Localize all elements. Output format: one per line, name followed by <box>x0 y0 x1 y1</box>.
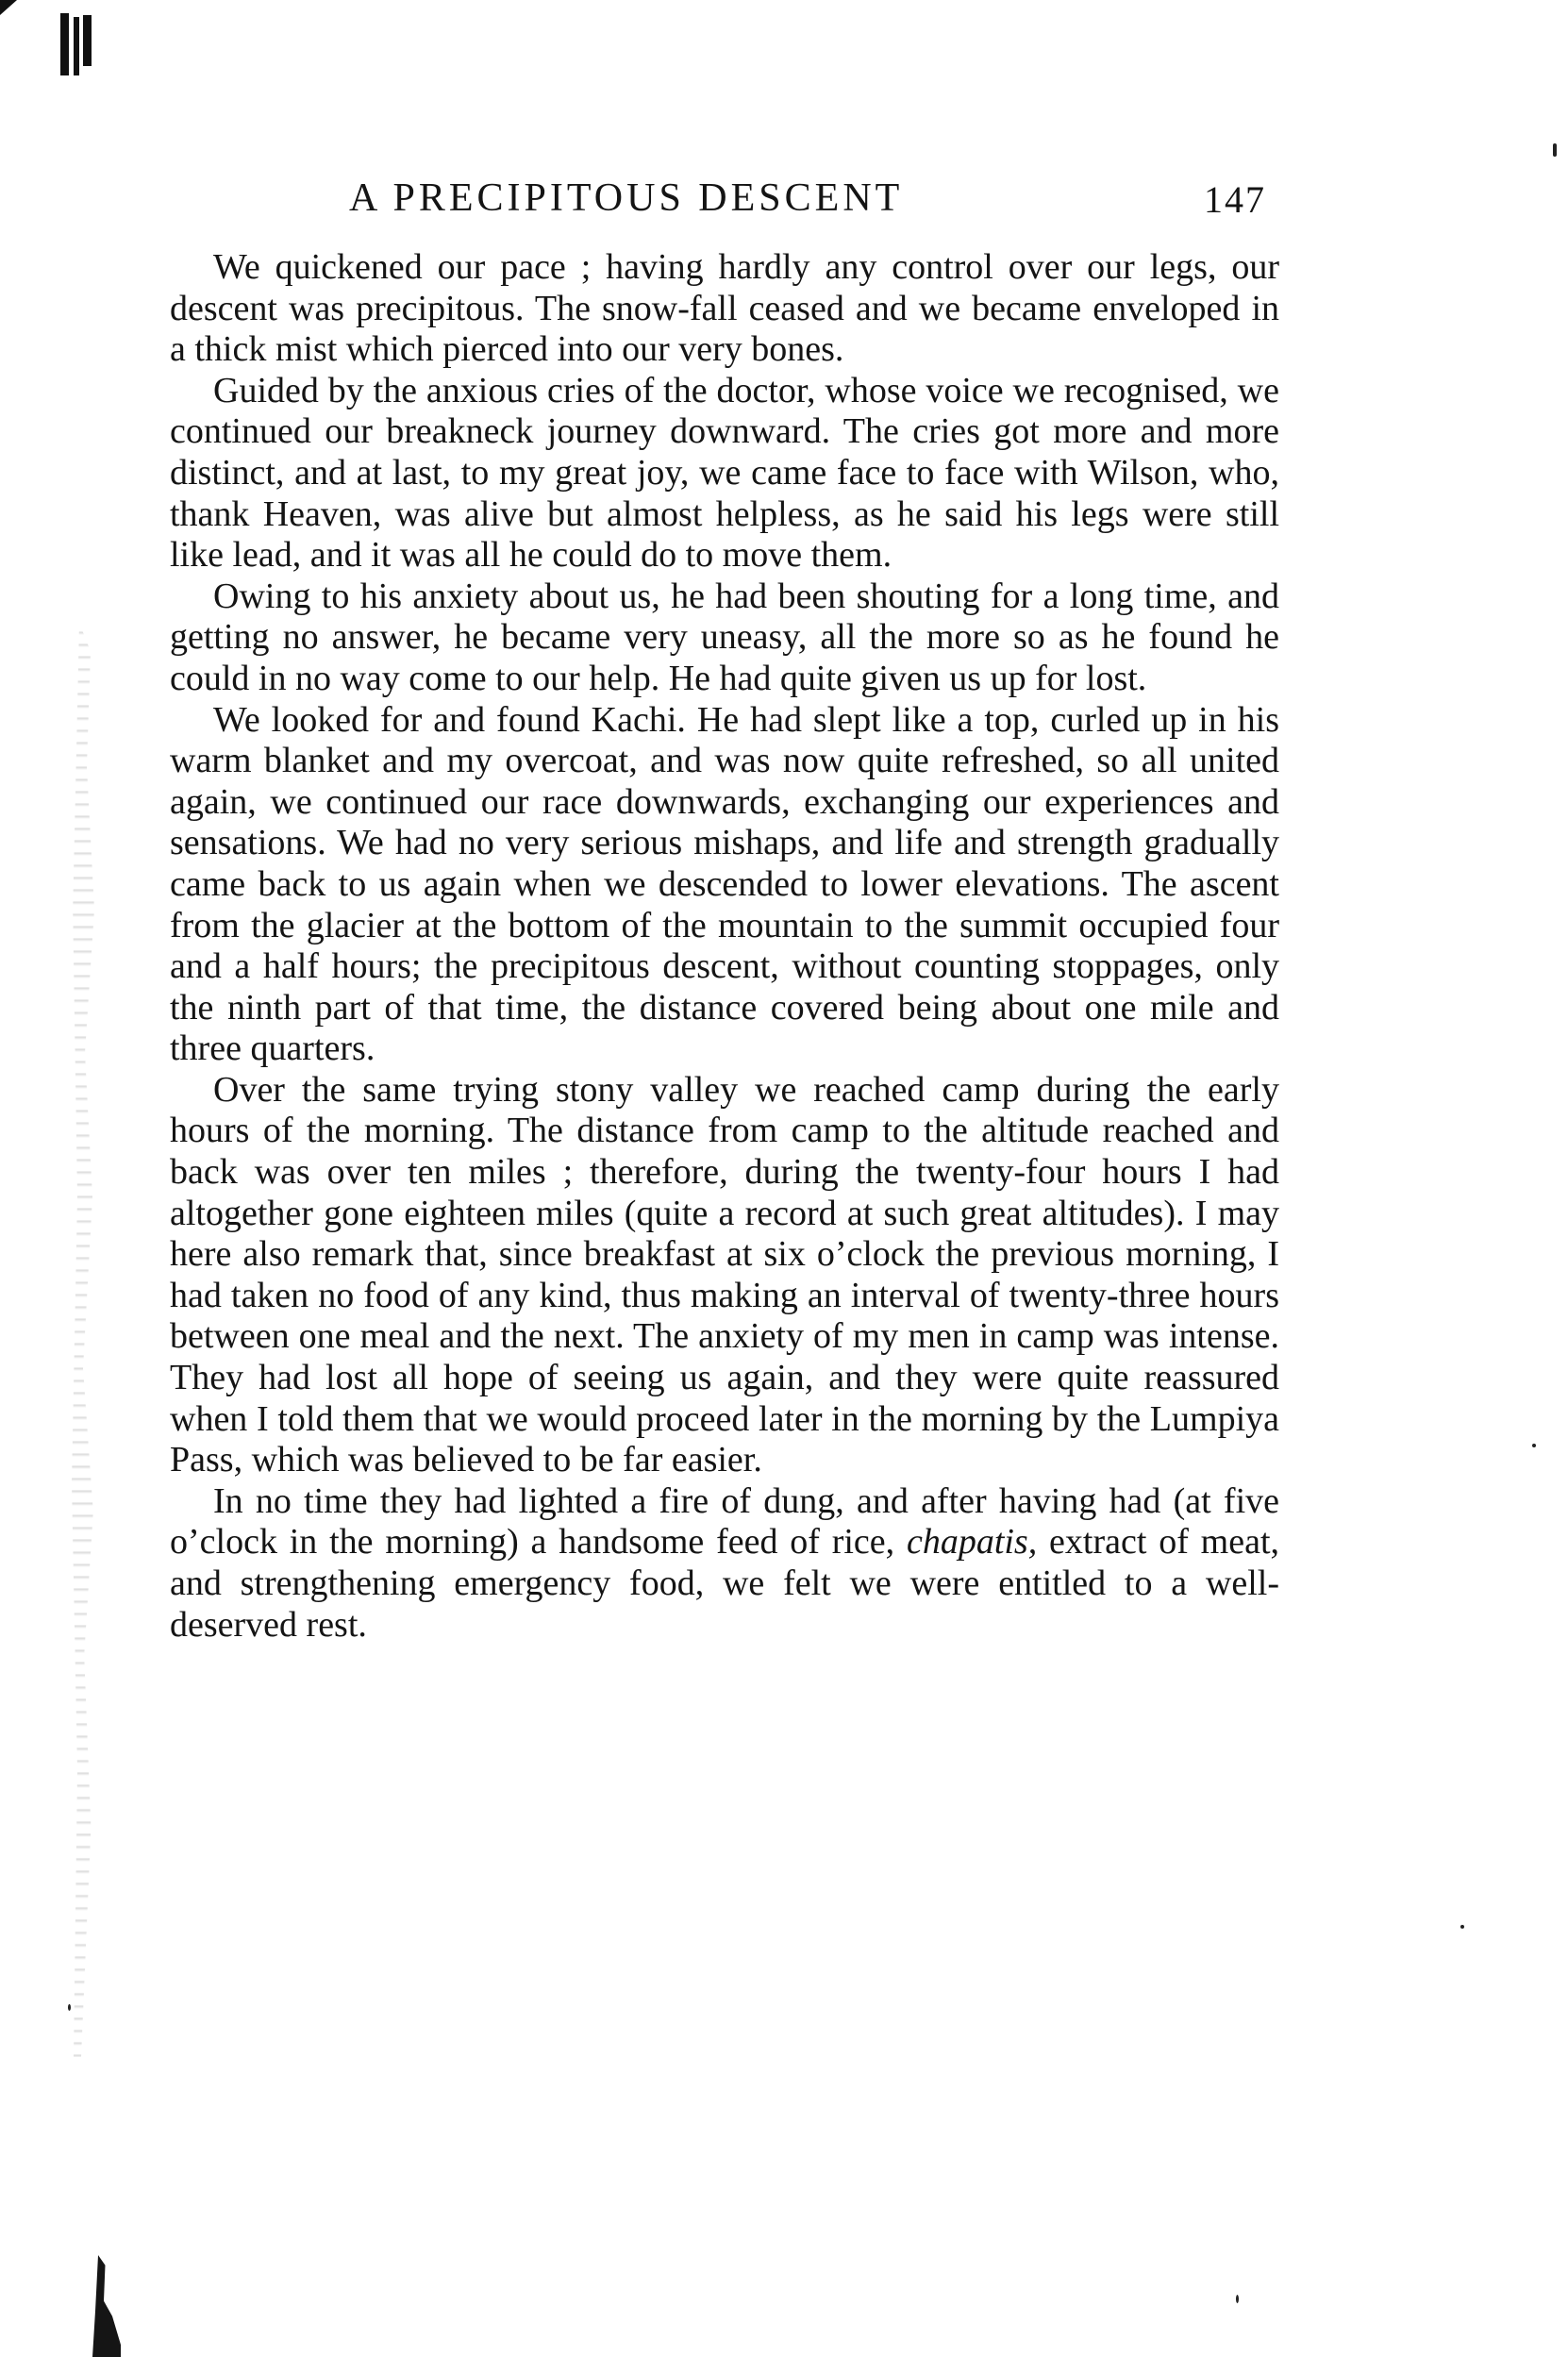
body-text <box>170 247 1279 1646</box>
paragraph-4: We looked for and found Kachi. He had slept like a top, curled up in his warm blanket and my overcoat, and was now quite refreshed, so all united again, we continued our race downwards, exchanging our experiences and sensations. We had no very serious mishaps, and life and strength gradually came back to us again when we descended to lower elevations. The ascent from the glacier at the bottom of the mountain to the summit occupied four and a half hours; the precipitous descent, without counting stoppages, only the ninth part of that time, the distance covered being about one mile and three quarters. <box>170 699 1279 1069</box>
scan-speck <box>1532 1444 1536 1447</box>
scan-speck <box>1236 2295 1239 2303</box>
paragraph-3: Owing to his anxiety about us, he had been shouting for a long time, and getting no answer, he became very uneasy, all the more so as he found he could in no way come to our help. He had quite given us up for lost. <box>170 576 1279 698</box>
scan-speck <box>1553 143 1557 157</box>
scan-speck <box>68 2004 71 2011</box>
scan-speck <box>1460 1925 1464 1929</box>
page-header <box>185 176 1276 223</box>
paragraph-2: Guided by the anxious cries of the doctor, whose voice we recognised, we continued our breakneck journey downward. The cries got more and more distinct, and at last, to my great joy, we came face to face with Wilson, who, thank Heaven, was alive but almost helpless, as he said his legs were still like lead, and it was all he could do to move them. <box>170 370 1279 576</box>
paragraph-5: Over the same trying stony valley we reached camp during the early hours of the morning. The distance from camp to the altitude reached and back was over ten miles ; therefore, during the twenty-four hours I had altogether gone eighteen miles (quite a record at such great altitudes). I may here also remark that, since breakfast at six o’clock the previous morning, I had taken no food of any kind, thus making an interval of twenty-three hours between one meal and the next. The anxiety of my men in camp was intense. They had lost all hope of seeing us again, and they were quite reassured when I told them that we would proceed later in the morning by the Lumpiya Pass, which was believed to be far easier. <box>170 1069 1279 1480</box>
paragraph-6-start: In no time they had lighted a fire of dung, and after having had (at five o’clock in the morning) a handsome feed of rice, <box>170 1480 1279 1563</box>
italic-word: chapatis, <box>906 1522 1038 1563</box>
scan-corner-mark <box>0 0 17 15</box>
scan-edge-mark <box>58 13 96 75</box>
paragraph-1: We quickened our pace ; having hardly any control over our legs, our descent was precipitous. The snow-fall ceased and we became enveloped in a thick mist which pierced into our very bones. <box>170 247 1279 370</box>
page-number: 147 <box>1204 178 1266 221</box>
scan-bottom-mark <box>92 2255 121 2357</box>
paragraph-6 <box>170 1481 1279 1646</box>
running-title: A PRECIPITOUS DESCENT <box>349 176 904 220</box>
paragraph-6-end: extract of meat, and strengthening emergency food, we felt we were entitled to a well-deserved rest. <box>170 1522 1279 1645</box>
scan-gutter-noise <box>66 623 104 2057</box>
